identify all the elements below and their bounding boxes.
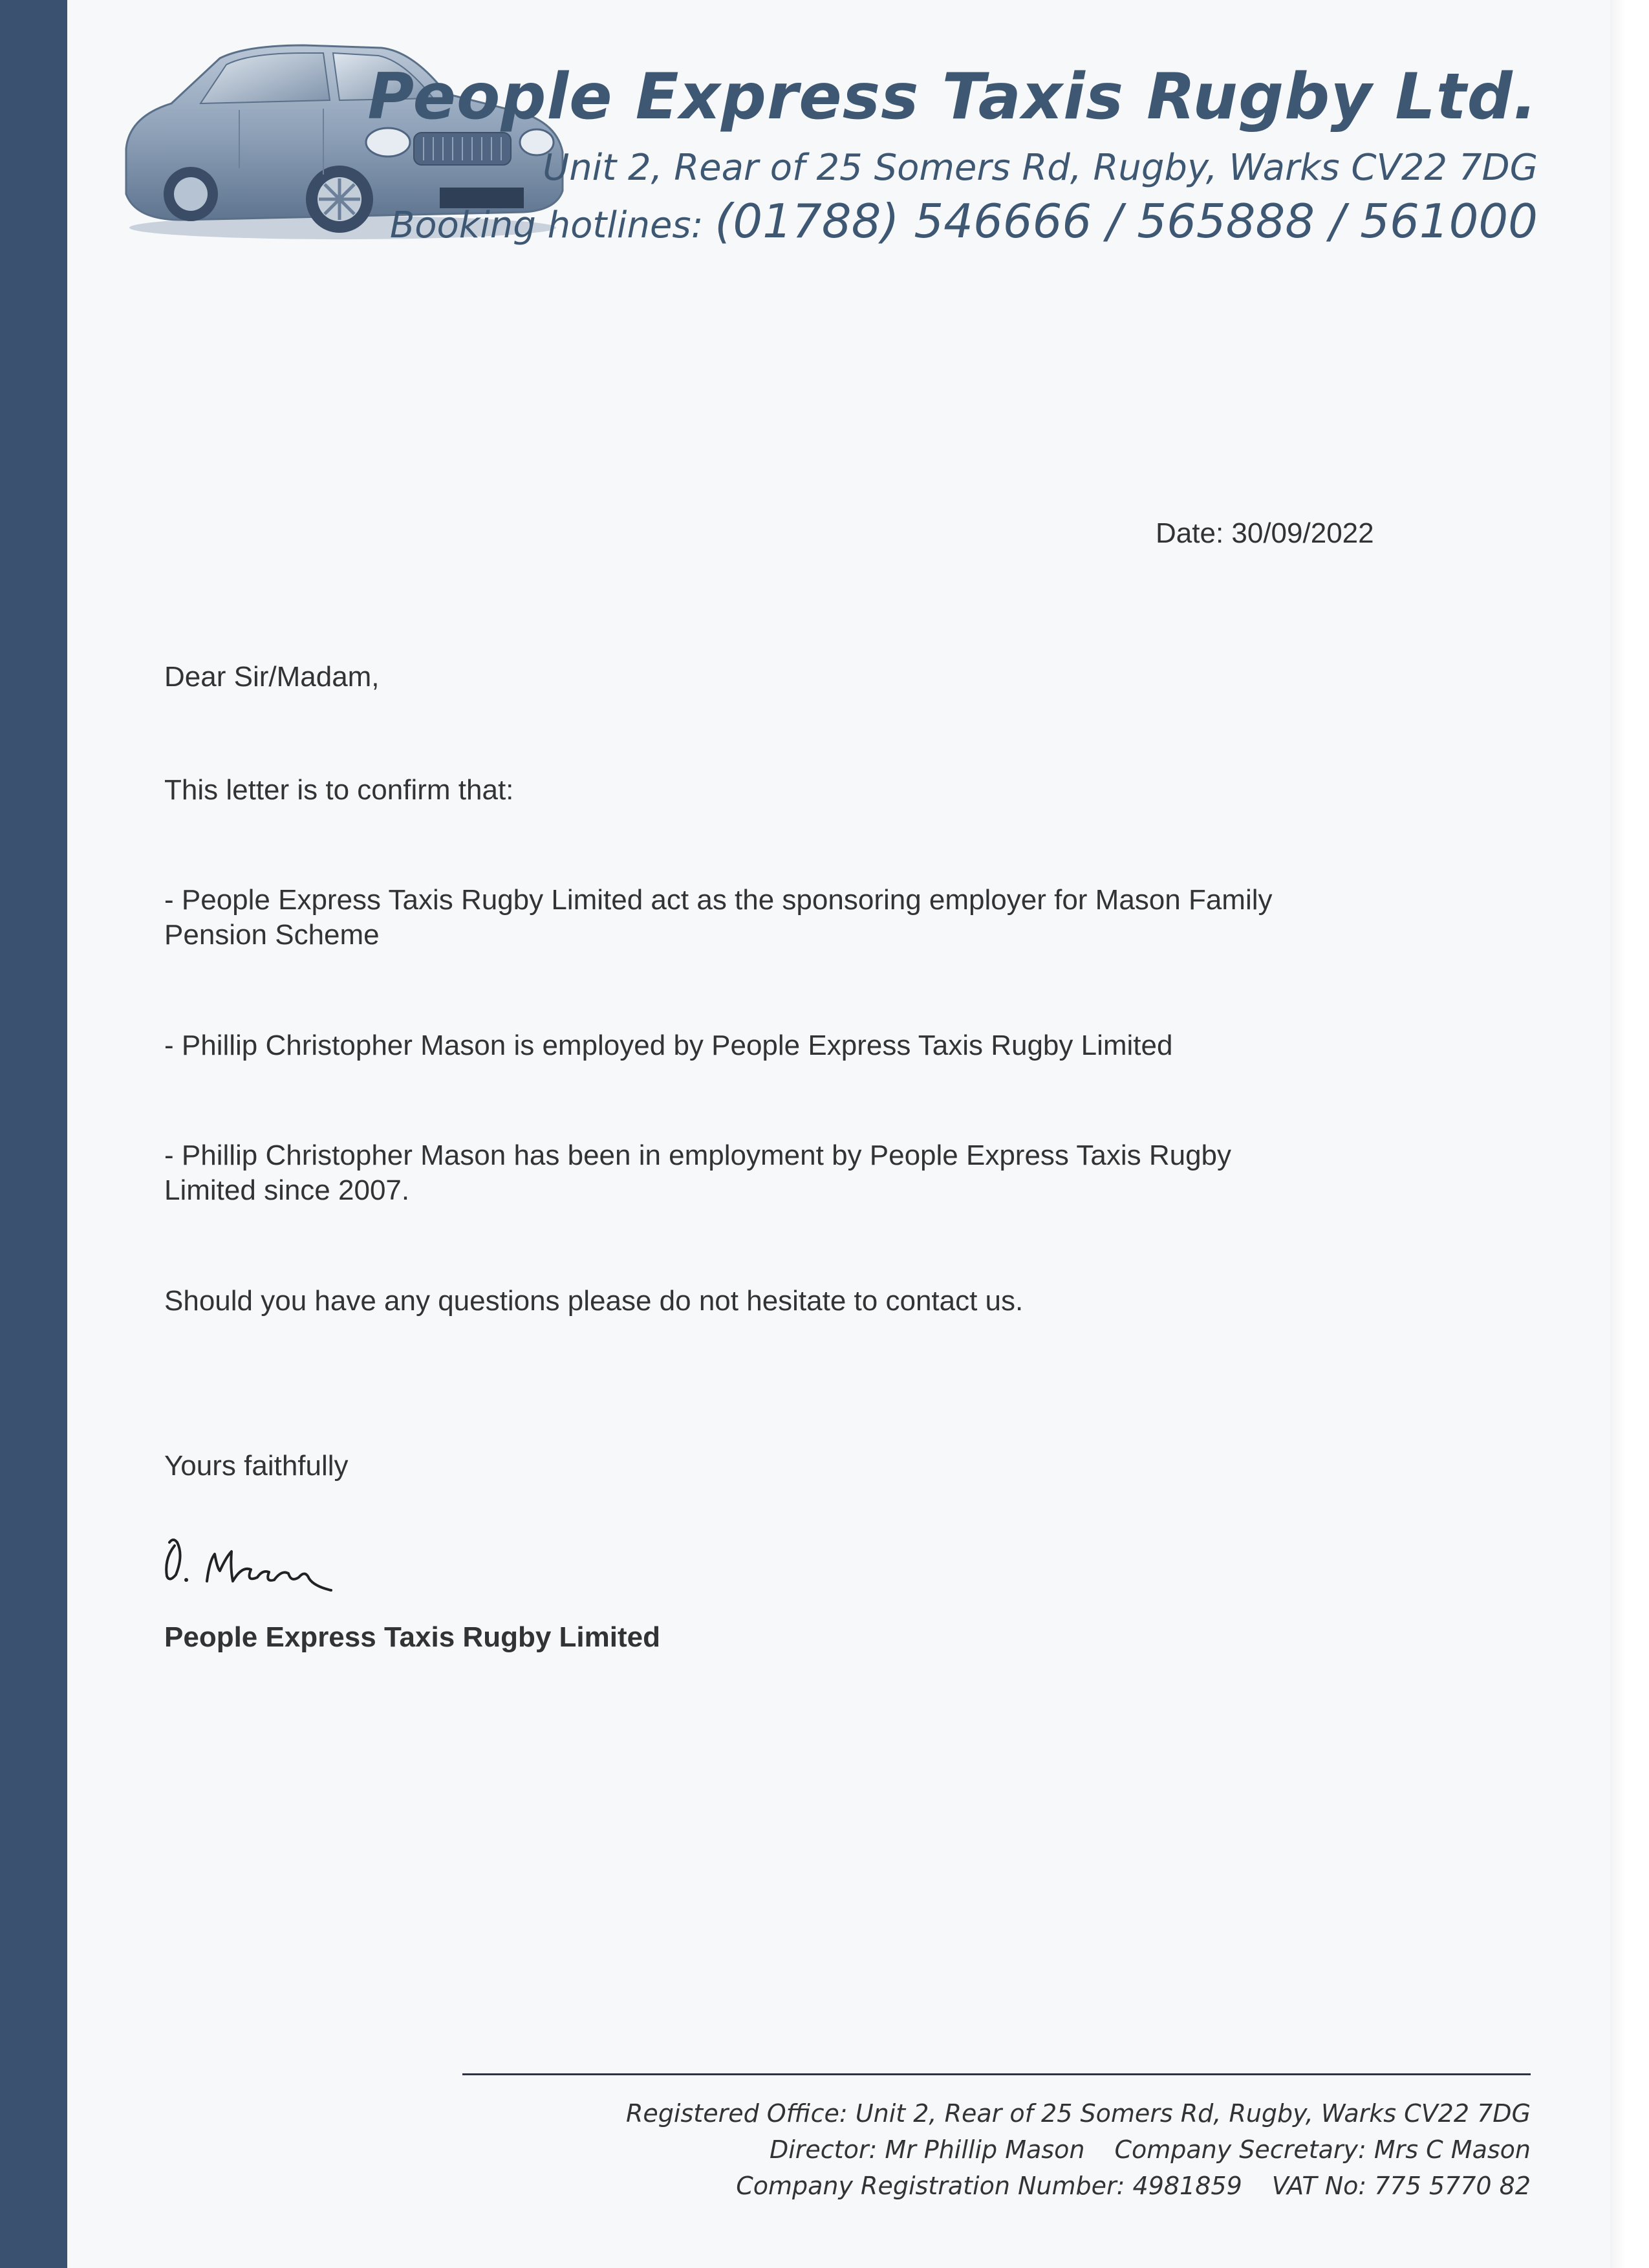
confirmation-point: - Phillip Christopher Mason is employed by People Express Taxis Rugby Limited <box>164 1030 1173 1061</box>
intro-line: This letter is to confirm that: <box>164 774 514 806</box>
company-address: Unit 2, Rear of 25 Somers Rd, Rugby, Warks CV22 7DG <box>543 147 1538 189</box>
salutation: Dear Sir/Madam, <box>164 661 380 693</box>
confirmation-point: - People Express Taxis Rugby Limited act as the sponsoring employer for Mason Family Pension Scheme <box>164 884 1273 951</box>
hotlines-numbers: (01788) 546666 / 565888 / 561000 <box>715 194 1538 248</box>
director: Director: Mr Phillip Mason <box>769 2135 1085 2164</box>
company-secretary: Company Secretary: Mrs C Mason <box>1114 2135 1531 2164</box>
signatory-name: People Express Taxis Rugby Limited <box>164 1621 660 1653</box>
footer-divider <box>462 2073 1531 2075</box>
confirmation-point: - Phillip Christopher Mason has been in employment by People Express Taxis Rugby Limited since 2007. <box>164 1139 1232 1206</box>
left-margin-bar <box>0 0 67 2268</box>
company-name: People Express Taxis Rugby Ltd. <box>367 60 1538 134</box>
questions-line: Should you have any questions please do not hesitate to contact us. <box>164 1285 1024 1317</box>
officers-line <box>626 2132 1531 2168</box>
booking-hotlines <box>367 194 1538 253</box>
vat-number: VAT No: 775 5770 82 <box>1271 2172 1531 2200</box>
letterhead <box>367 52 1538 253</box>
letter-date: Date: 30/09/2022 <box>1156 517 1374 549</box>
handwritten-signature <box>155 1523 362 1601</box>
page-edge <box>1610 0 1649 2268</box>
registered-office: Registered Office: Unit 2, Rear of 25 Somers Rd, Rugby, Warks CV22 7DG <box>626 2099 1531 2128</box>
hotlines-label: Booking hotlines: <box>389 204 704 246</box>
registration-line <box>626 2168 1531 2204</box>
registration-number: Company Registration Number: 4981859 <box>736 2172 1242 2200</box>
closing: Yours faithfully <box>164 1450 349 1482</box>
footer <box>626 2095 1531 2204</box>
